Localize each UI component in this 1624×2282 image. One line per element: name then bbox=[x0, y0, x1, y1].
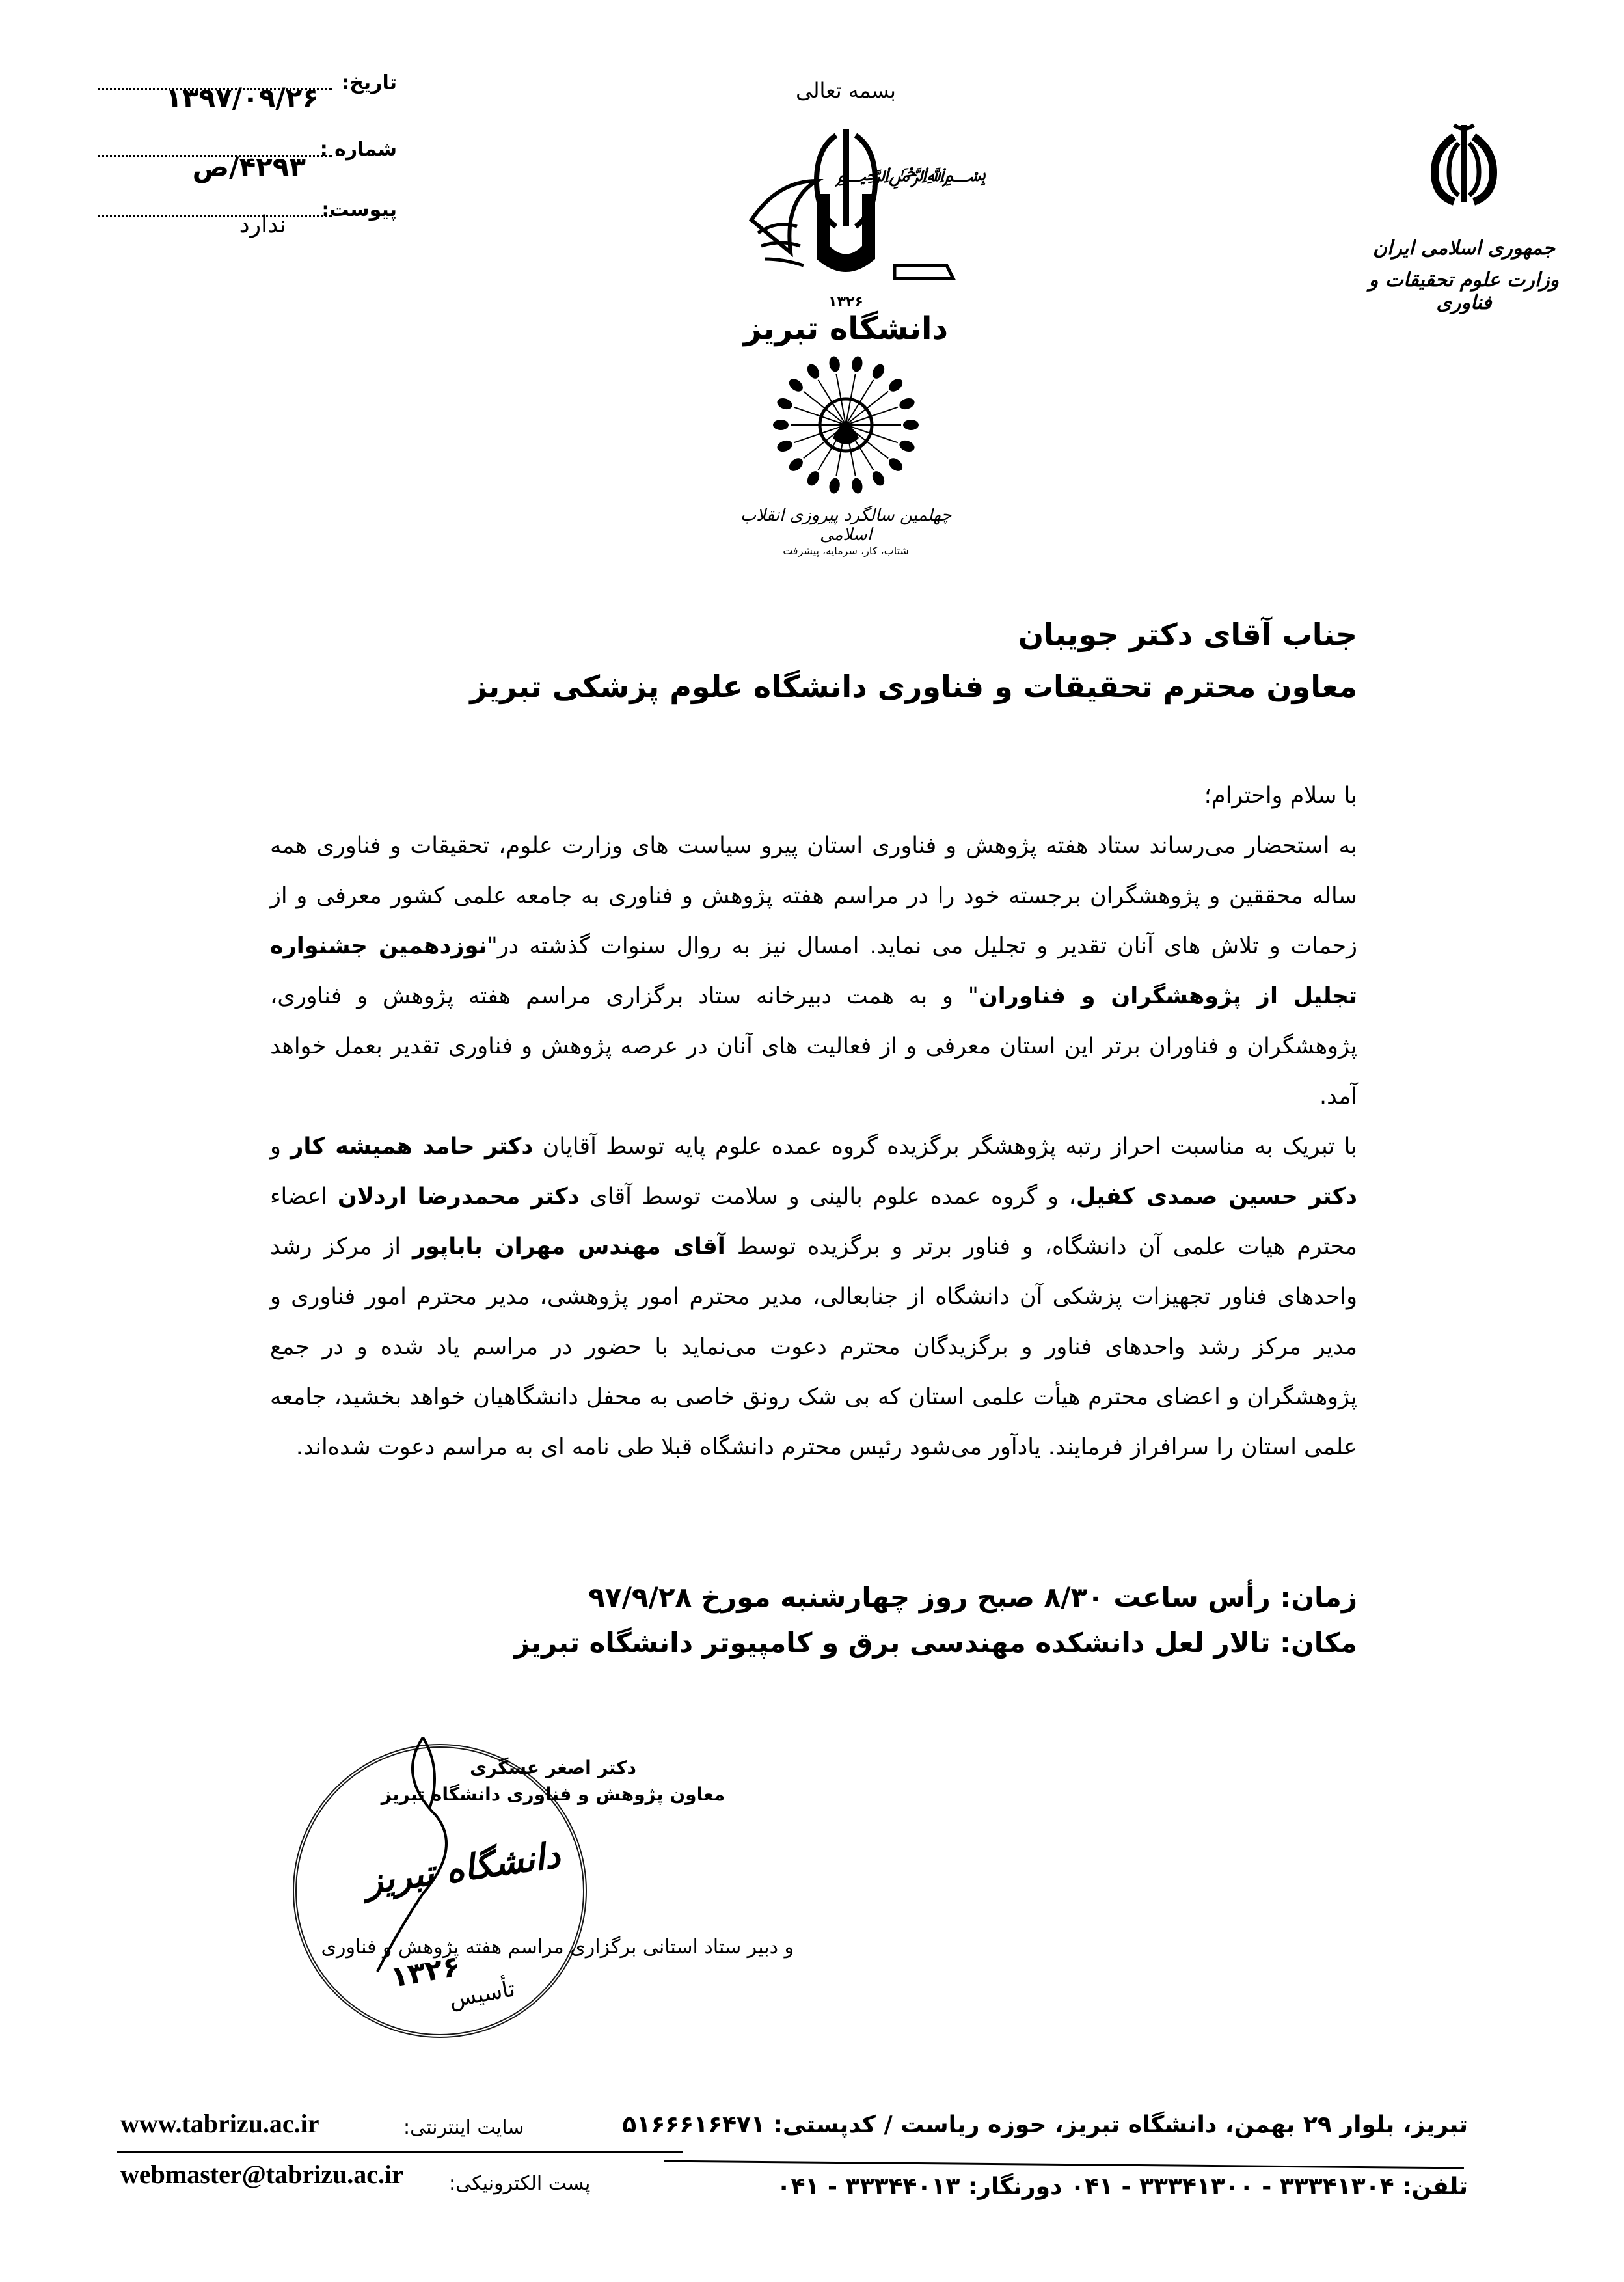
seal-petal bbox=[870, 469, 887, 488]
footer-address: تبریز، بلوار ۲۹ بهمن، دانشگاه تبریز، حوزه ریاست / کدپستی: ۵۱۶۶۶۱۶۴۷۱ bbox=[622, 2112, 1468, 2138]
stamp-year: ۱۳۲۶ bbox=[388, 1949, 463, 1994]
seal-petal bbox=[850, 477, 863, 494]
footer-divider-right bbox=[664, 2160, 1464, 2169]
letter-body bbox=[270, 771, 1357, 1473]
number-value: ۴۲۹۳/ص bbox=[192, 151, 306, 183]
signatory-name: دکتر اصغر عسگری bbox=[470, 1757, 636, 1778]
paragraph-2 bbox=[270, 1122, 1357, 1473]
awardee-3: دکتر محمدرضا اردلان bbox=[337, 1184, 580, 1210]
attachment-field bbox=[98, 198, 397, 251]
paragraph-2-text-c: ، و گروه عمده علوم بالینی و سلامت توسط آقای bbox=[579, 1184, 1076, 1210]
svg-text:﷽: ﷽ bbox=[835, 163, 986, 186]
recipient-block bbox=[470, 608, 1357, 713]
university-emblem bbox=[735, 78, 986, 557]
stamp-text: دانشگاه تبریز bbox=[362, 1834, 563, 1903]
stamp-founded: تأسیس bbox=[447, 1976, 517, 2013]
signatory-title: معاون پژوهش و فناوری دانشگاه تبریز bbox=[381, 1784, 725, 1805]
email-link[interactable]: webmaster@tabrizu.ac.ir bbox=[120, 2160, 403, 2189]
event-place: مکان: تالار لعل دانشکده مهندسی برق و کامپیوتر دانشگاه تبریز bbox=[514, 1627, 1357, 1659]
date-field bbox=[98, 72, 397, 124]
bismillah-heading: بسمه تعالی bbox=[796, 78, 896, 103]
recipient-title: معاون محترم تحقیقات و فناوری دانشگاه علوم پزشکی تبریز bbox=[470, 669, 1357, 704]
motto-subcaption: شتاب، کار، سرمایه، پیشرفت bbox=[783, 545, 909, 557]
awardee-2: دکتر حسین صمدی کفیل bbox=[1076, 1184, 1357, 1210]
paragraph-2-text-b: و bbox=[270, 1134, 291, 1160]
founding-year: ۱۳۲۶ bbox=[828, 294, 863, 310]
seal-petal bbox=[773, 420, 789, 430]
seal-petal bbox=[828, 477, 841, 494]
event-info bbox=[514, 1575, 1357, 1666]
greeting: با سلام واحترام؛ bbox=[1204, 783, 1357, 809]
festival-name: نوزدهمین جشنواره تجلیل از پژوهشگران و فناوران bbox=[270, 933, 1357, 1009]
republic-title: جمهوری اسلامی ایران bbox=[1372, 237, 1556, 260]
seal-petal bbox=[787, 455, 805, 474]
recipient-name: جناب آقای دکتر جویبان bbox=[1018, 617, 1357, 652]
paragraph-1-text-a: به استحضار می‌رساند ستاد هفته پژوهش و فناوری استان پیرو سیاست های وزارت علوم، تحقیقات و فناوری همه ساله محققین و پژوهشگران برجسته خود را در مراسم هفته پژوهش و فناوری به جامعه علمی کشور معرفی و از زحمات و تلاش های آنان تقدیر و تجلیل می نماید. امسال نیز به روال سنوات گذشته در" bbox=[270, 833, 1357, 959]
seal-petal bbox=[870, 362, 887, 381]
website-link[interactable]: www.tabrizu.ac.ir bbox=[120, 2109, 319, 2138]
number-field bbox=[98, 138, 397, 190]
attachment-value: ندارد bbox=[239, 211, 286, 238]
seal-petal bbox=[805, 362, 822, 381]
seal-petal bbox=[805, 469, 822, 488]
paragraph-1 bbox=[270, 821, 1357, 1122]
seal-petal bbox=[776, 396, 794, 411]
university-name: دانشگاه تبریز bbox=[743, 310, 949, 347]
seal-petal bbox=[898, 439, 916, 454]
paragraph-2-text-e: از مرکز رشد واحدهای فناور تجهیزات پزشکی آن دانشگاه از جنابعالی، مدیر محترم امور پژوهشی، مدیر محترم امور فناوری و مدیر مرکز رشد واحدهای فناور و برگزیدگان محترم دعوت می‌نماید با حضور در مراسم یاد شده و در جمع پژوهشگران و اعضای محترم هیأت علمی استان که بی شک رونق خاصی به محفل دانشگاهیان خواهد بخشید، جامعه علمی استان را سرافراز فرمایند. یادآور می‌شود رئیس محترم دانشگاه قبلا طی نامه ای به مراسم دعوت شده‌اند. bbox=[270, 1234, 1357, 1460]
ministry-emblem bbox=[1353, 117, 1575, 314]
awardee-1: دکتر حامد همیشه کار bbox=[290, 1134, 534, 1160]
seal-petal bbox=[898, 396, 916, 411]
event-time: زمان: رأس ساعت ۸/۳۰ صبح روز چهارشنبه مورخ ۹۷/۹/۲۸ bbox=[588, 1581, 1357, 1613]
footer-phone: تلفن: ۳۳۳۴۱۳۰۴ - ۳۳۳۴۱۳۰۰ - ۰۴۱ دورنگار: ۳۳۳۴۴۰۱۳ - ۰۴۱ bbox=[776, 2173, 1468, 2200]
iran-emblem-icon bbox=[1418, 117, 1509, 208]
paragraph-1-text-b: " و به همت دبیرخانه ستاد برگزاری مراسم هفته پژوهش و فناوری، پژوهشگران و فناوران برتر این استان معرفی و از فعالیت های آنان در عرصه پژوهش و فناوری تقدیر بعمل خواهد آمد. bbox=[270, 983, 1357, 1109]
seal-petal bbox=[903, 420, 919, 430]
university-logo-icon bbox=[738, 122, 986, 292]
email-label: پست الکترونیکی: bbox=[449, 2172, 591, 2195]
seal-petal bbox=[886, 455, 905, 474]
attachment-label: پیوست: bbox=[321, 198, 397, 221]
seal-petal bbox=[776, 439, 794, 454]
awardee-4: آقای مهندس مهران باباپور bbox=[412, 1234, 725, 1260]
signatory-secretary-title: و دبیر ستاد استانی برگزاری مراسم هفته پژوهش و فناوری bbox=[321, 1936, 794, 1959]
signature-block bbox=[338, 1757, 768, 1805]
attachment-dots bbox=[98, 215, 332, 217]
footer-divider-left bbox=[117, 2151, 683, 2153]
date-label: تاریخ: bbox=[342, 72, 397, 94]
number-label: شماره : bbox=[319, 138, 397, 161]
anniversary-motto: چهلمین سالگرد پیروزی انقلاب اسلامی bbox=[740, 506, 952, 545]
seal-petal bbox=[828, 355, 841, 372]
ministry-title: وزارت علوم تحقیقات و فناوری bbox=[1368, 269, 1560, 314]
paragraph-2-text-d: اعضاء محترم هیات علمی آن دانشگاه، و فناور برتر و برگزیده توسط bbox=[270, 1184, 1357, 1260]
website-label: سایت اینترنتی: bbox=[403, 2116, 524, 2139]
seal-petal bbox=[886, 376, 905, 394]
university-seal-icon bbox=[748, 347, 943, 503]
seal-petal bbox=[850, 355, 863, 372]
seal-petal bbox=[787, 376, 805, 394]
date-value: ۱۳۹۷/۰۹/۲۶ bbox=[165, 82, 319, 114]
paragraph-2-text-a: با تبریک به مناسبت احراز رتبه پژوهشگر برگزیده گروه عمده علوم پایه توسط آقایان bbox=[533, 1134, 1357, 1160]
